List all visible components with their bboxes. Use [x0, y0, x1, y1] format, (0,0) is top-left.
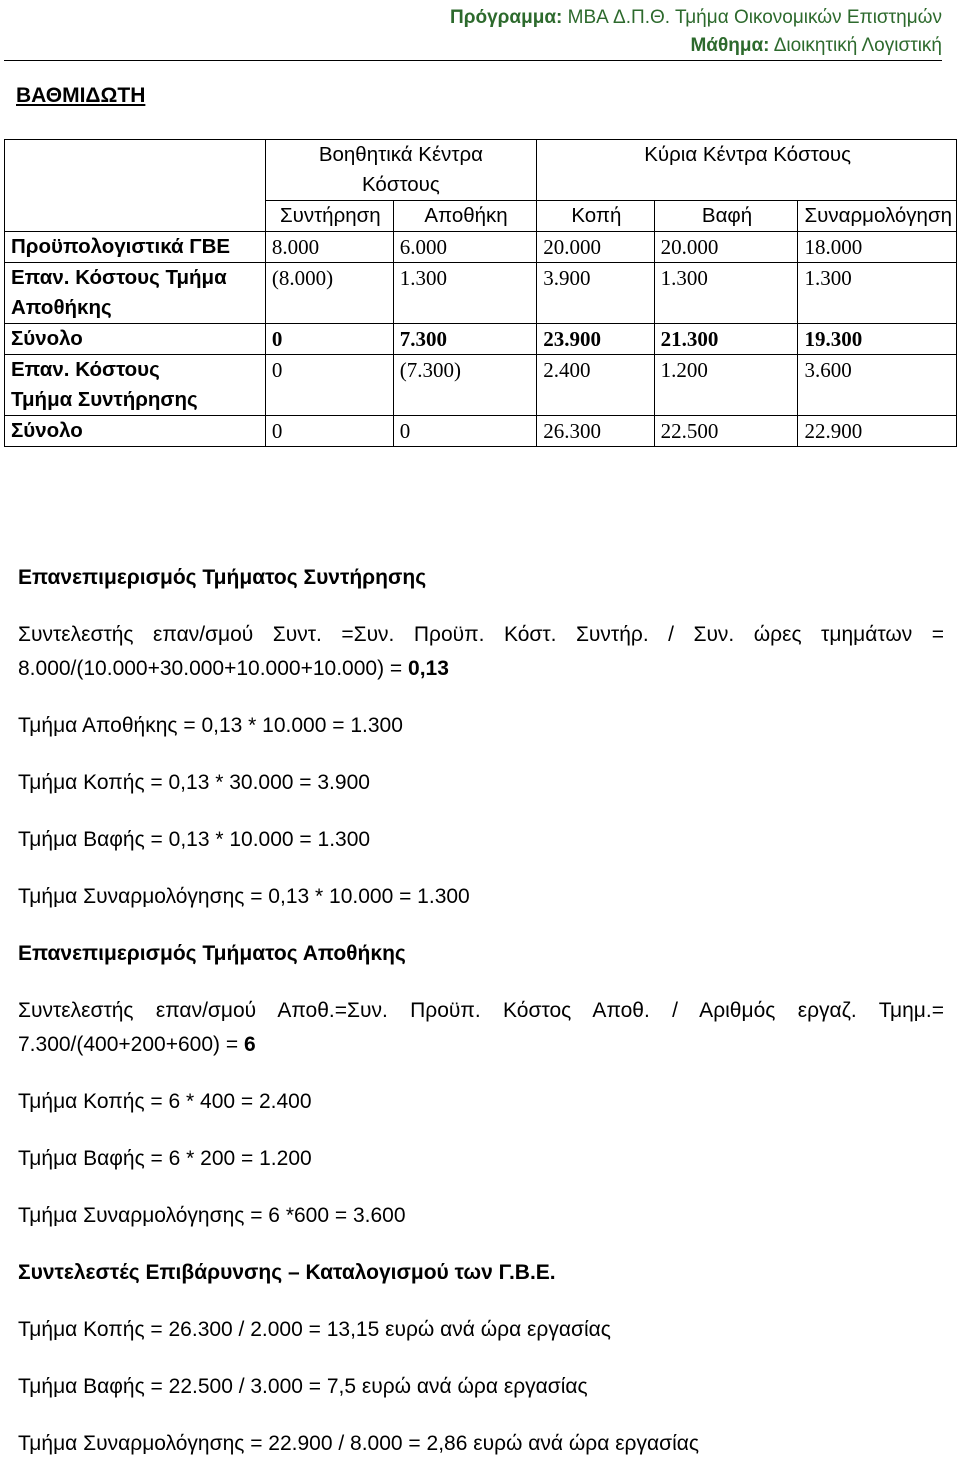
maintenance-formula-line1: Συντελεστής επαν/σμού Συντ. =Συν. Προϋπ. Κόστ. Συντήρ. / Συν. ώρες τμημάτων = [18, 623, 944, 646]
row-label: Προϋπολογιστικά ΓΒΕ [5, 232, 266, 263]
group-aux-cell [265, 140, 536, 201]
cell: 1.200 [654, 355, 798, 416]
row-label: Σύνολο [5, 416, 266, 447]
empty-corner-cell [5, 140, 266, 232]
cost-allocation-table [4, 139, 957, 447]
cell: 22.900 [798, 416, 957, 447]
row-label: Επαν. Κόστους Τμήμα Αποθήκης [5, 263, 266, 324]
cell: 8.000 [265, 232, 393, 263]
table-row [5, 416, 957, 447]
cell: 0 [265, 324, 393, 355]
course-value: Διοικητική Λογιστική [773, 35, 942, 56]
storage-line: Τμήμα Συναρμολόγησης = 6 *600 = 3.600 [18, 1204, 406, 1227]
cell: 22.500 [654, 416, 798, 447]
table-row [5, 324, 957, 355]
group-header-row [5, 140, 957, 201]
cell: 20.000 [537, 232, 654, 263]
cell: 0 [265, 416, 393, 447]
cell: 20.000 [654, 232, 798, 263]
rates-line: Τμήμα Βαφής = 22.500 / 3.000 = 7,5 ευρώ ανά ώρα εργασίας [18, 1375, 588, 1398]
cell: 18.000 [798, 232, 957, 263]
storage-section-title: Επανεπιμερισμός Τμήματος Αποθήκης [18, 942, 406, 965]
table-row [5, 263, 957, 324]
maintenance-line: Τμήμα Κοπής = 0,13 * 30.000 = 3.900 [18, 771, 370, 794]
cell: 1.300 [798, 263, 957, 324]
col-header: Βαφή [654, 201, 798, 232]
program-label: Πρόγραμμα: [450, 7, 563, 28]
course-label: Μάθημα: [690, 35, 770, 56]
maintenance-section-title: Επανεπιμερισμός Τμήματος Συντήρησης [18, 566, 427, 589]
col-header: Συναρμολόγηση [798, 201, 957, 232]
header-divider [4, 60, 942, 61]
col-header: Αποθήκη [393, 201, 537, 232]
cell: 0 [393, 416, 537, 447]
cell: (7.300) [393, 355, 537, 416]
col-header: Κοπή [537, 201, 654, 232]
cell: 21.300 [654, 324, 798, 355]
cell: 1.300 [654, 263, 798, 324]
row-label: Σύνολο [5, 324, 266, 355]
group-main-label: Κύρια Κέντρα Κόστους [537, 140, 957, 201]
storage-formula-prefix: 7.300/(400+200+600) = [18, 1033, 244, 1056]
cell: 7.300 [393, 324, 537, 355]
maintenance-formula-result: 0,13 [408, 657, 449, 680]
cell: 19.300 [798, 324, 957, 355]
cell: 6.000 [393, 232, 537, 263]
table-row [5, 232, 957, 263]
program-value: MBA Δ.Π.Θ. Τμήμα Οικονομικών Επιστημών [567, 7, 942, 28]
maintenance-line: Τμήμα Αποθήκης = 0,13 * 10.000 = 1.300 [18, 714, 403, 737]
cell: 3.600 [798, 355, 957, 416]
maintenance-formula-prefix: 8.000/(10.000+30.000+10.000+10.000) = [18, 657, 409, 680]
rates-line: Τμήμα Συναρμολόγησης = 22.900 / 8.000 = 2,86 ευρώ ανά ώρα εργασίας [18, 1432, 700, 1455]
rates-section-title: Συντελεστές Επιβάρυνσης – Καταλογισμού των Γ.Β.Ε. [18, 1261, 556, 1284]
table-row [5, 355, 957, 416]
cell: 0 [265, 355, 393, 416]
storage-line: Τμήμα Βαφής = 6 * 200 = 1.200 [18, 1147, 312, 1170]
group-aux-label: Βοηθητικά Κέντρα Κόστους [318, 143, 483, 196]
maintenance-formula-line2 [18, 657, 449, 681]
cell: 23.900 [537, 324, 654, 355]
storage-formula-line1: Συντελεστής επαν/σμού Αποθ.=Συν. Προϋπ. Κόστος Αποθ. / Αριθμός εργαζ. Τμημ.= [18, 999, 944, 1022]
storage-formula-result: 6 [243, 1033, 256, 1056]
cell: 26.300 [537, 416, 654, 447]
maintenance-line: Τμήμα Συναρμολόγησης = 0,13 * 10.000 = 1.300 [18, 885, 470, 908]
rates-line: Τμήμα Κοπής = 26.300 / 2.000 = 13,15 ευρώ ανά ώρα εργασίας [18, 1318, 611, 1341]
cell: 3.900 [537, 263, 654, 324]
maintenance-line: Τμήμα Βαφής = 0,13 * 10.000 = 1.300 [18, 828, 371, 851]
grading-title: ΒΑΘΜΙΔΩΤΗ [16, 84, 146, 107]
row-label: Επαν. Κόστους Τμήμα Συντήρησης [5, 355, 266, 416]
cell: (8.000) [265, 263, 393, 324]
storage-line: Τμήμα Κοπής = 6 * 400 = 2.400 [18, 1090, 312, 1113]
program-line [450, 4, 942, 32]
col-header: Συντήρηση [265, 201, 393, 232]
course-line [450, 32, 942, 60]
page-header [450, 4, 942, 60]
cell: 1.300 [393, 263, 537, 324]
storage-formula-line2 [18, 1033, 256, 1057]
cell: 2.400 [537, 355, 654, 416]
